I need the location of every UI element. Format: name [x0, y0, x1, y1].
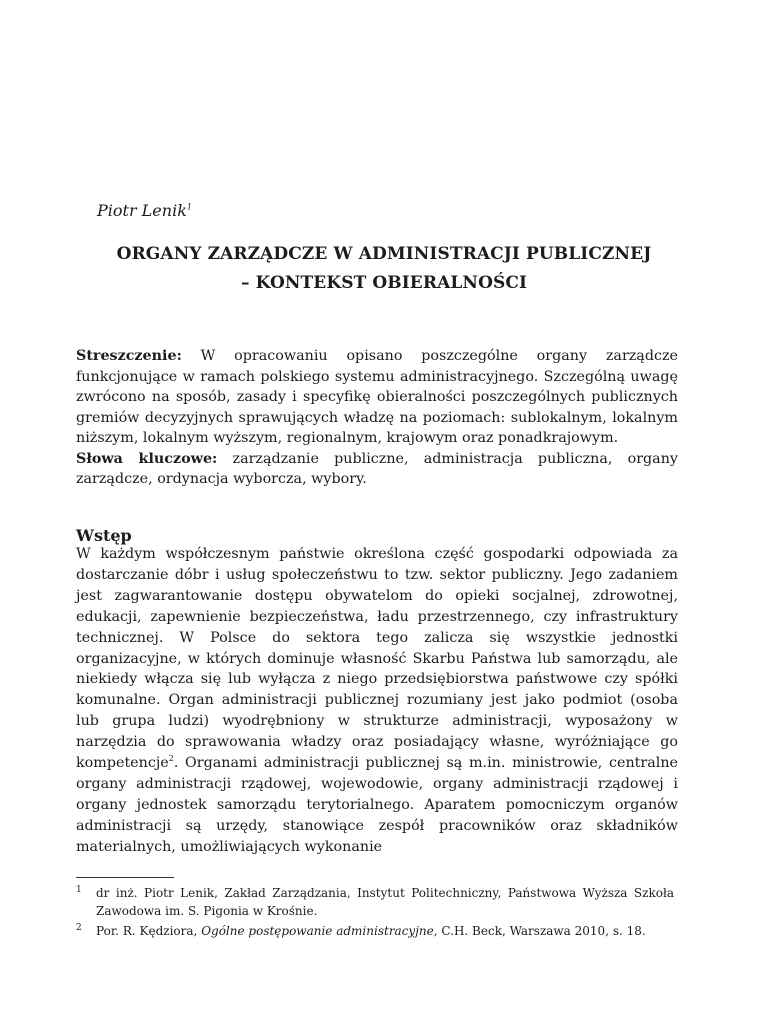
footnote-ref-2: 2 [168, 754, 174, 764]
author-footnote-ref: 1 [186, 202, 192, 212]
footnote-2 [76, 922, 674, 940]
body-text-part-2: . Organami administracji publicznej są m.in. ministrowie, centralne organy administracji rządowej, wojewodowie, organy administracji rządowej i organy jednostek samorządu terytorialnego. Aparatem pomocniczym organów administracji są urzędy, stanowiące zespół pracowników oraz składników materialnych, umożliwiających wykonanie [76, 755, 678, 855]
footnote-1 [76, 884, 674, 920]
paper-title [60, 240, 708, 298]
footnote-text-post: , C.H. Beck, Warszawa 2010, s. 18. [433, 924, 646, 938]
footnote-book-title: Ogólne postępowanie administracyjne [201, 924, 434, 938]
footnote-text: dr inż. Piotr Lenik, Zakład Zarządzania, Instytut Politechniczny, Państwowa Wyższa Szkoła Zawodowa im. S. Pigonia w Krośnie. [96, 886, 674, 918]
body-text-part-1: W każdym współczesnym państwie określona część gospodarki odpowiada za dostarczanie dóbr i usług społeczeństwu to tzw. sektor publiczny. Jego zadaniem jest zagwarantowanie dostępu obywatelom do opieki socjalnej, zdrowotnej, edukacji, zapewnienie bezpieczeństwa, ładu przestrzennego, czy infrastruktury technicznej. W Polsce do sektora tego zalicza się wszystkie jednostki organizacyjne, w których dominuje własność Skarbu Państwa lub samorządu, ale niekiedy włącza się lub wyłącza z niego przedsiębiorstwa państwowe czy spółki komunalne. Organ administracji publicznej rozumiany jest jako podmiot (osoba lub grupa ludzi) wyodrębniony w strukturze administracji, wyposażony w narzędzia do sprawowania władzy oraz posiadający własne, wyróżniające go kompetencje [76, 546, 678, 772]
footnote-text-pre: Por. R. Kędziora, [96, 924, 202, 938]
author-line [97, 200, 192, 222]
footnotes [76, 884, 674, 942]
title-line-1: ORGANY ZARZĄDCZE W ADMINISTRACJI PUBLICZNEJ [116, 244, 652, 264]
abstract-text: W opracowaniu opisano poszczególne organy zarządcze funkcjonujące w ramach polskiego systemu administracyjnego. Szczególną uwagę zwrócono na sposób, zasady i specyfikę obieralności poszczególnych publicznych gremiów decyzyjnych sprawujących władzę na poziomach: sublokalnym, lokalnym niższym, lokalnym wyższym, regionalnym, krajowym oraz ponadkrajowym. [76, 348, 678, 446]
abstract-block [76, 346, 678, 490]
footnote-number: 2 [76, 923, 82, 933]
author-name: Piotr Lenik [97, 201, 187, 220]
footnote-divider [76, 877, 174, 878]
keywords-label: Słowa kluczowe: [76, 450, 218, 467]
keywords-text: zarządzanie publiczne, administracja publiczna, organy zarządcze, ordynacja wyborcza, wybory. [76, 450, 678, 487]
body-paragraph [76, 544, 678, 858]
title-line-2: – KONTEKST OBIERALNOŚCI [240, 273, 528, 293]
abstract-paragraph [76, 346, 678, 449]
footnote-number: 1 [76, 885, 82, 895]
keywords-paragraph [76, 449, 678, 490]
abstract-label: Streszczenie: [76, 348, 182, 364]
section-heading: Wstęp [76, 526, 132, 545]
